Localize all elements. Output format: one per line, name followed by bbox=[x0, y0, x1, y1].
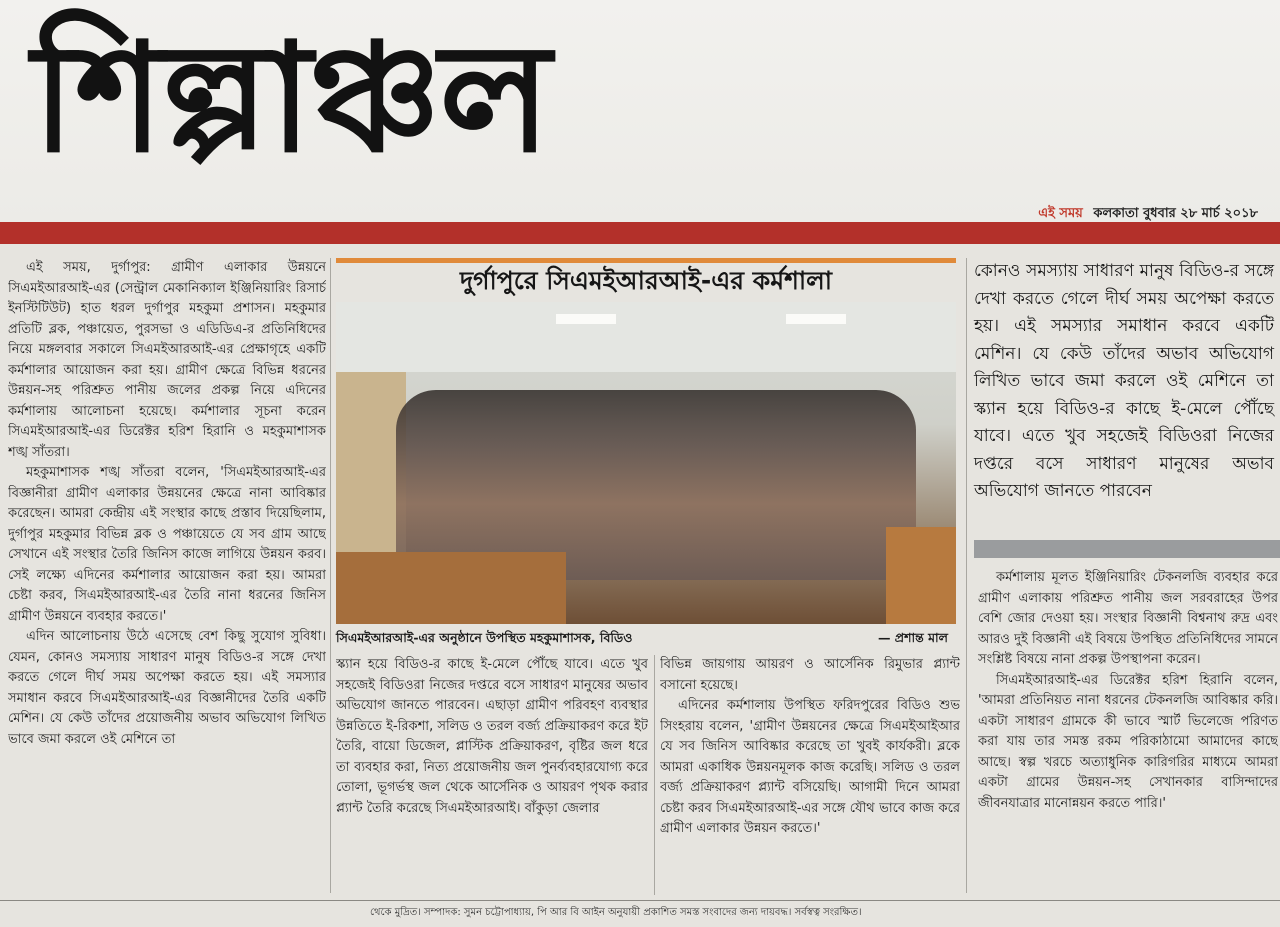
imprint-text: থেকে মুদ্রিত। সম্পাদক: সুমন চট্টোপাধ্যায়, পি আর বি আইন অনুযায়ী প্রকাশিত সমস্ত সংবাদের জন্য দায়বদ্ধ। সর্বস্বত্ব সংরক্ষিত। bbox=[370, 907, 862, 918]
article-paragraph: কর্মশালায় মূলত ইঞ্জিনিয়ারিং টেকনলজি ব্যবহার করে গ্রামীণ এলাকায় পরিশ্রুত পানীয় জল সরবরাহের উপর বেশি জোর দেওয়া হয়। সংস্থার বিজ্ঞানী বিশ্বনাথ রুদ্র এবং আরও দুই বিজ্ঞানী এই বিষয়ে উপস্থিত প্রতিনিধিদের সামনে সংশ্লিষ্ট বিষয়ে নানা প্রকল্প উপস্থাপনা করেন। bbox=[978, 570, 1278, 667]
dateline-text: কলকাতা বুধবার ২৮ মার্চ ২০১৮ bbox=[1093, 206, 1258, 221]
photo-caption-text: সিএমইআরআই-এর অনুষ্ঠানে উপস্থিত মহকুমাশাসক, বিডিও bbox=[336, 630, 633, 645]
photo-ceiling-light bbox=[556, 314, 616, 324]
article-mid-column-2 bbox=[660, 655, 960, 895]
column-divider bbox=[330, 258, 331, 893]
photo-caption bbox=[336, 628, 956, 648]
article-paragraph: বিভিন্ন জায়গায় আয়রণ ও আর্সেনিক রিমুভার প্ল্যান্ট বসানো হয়েছে। bbox=[660, 657, 960, 693]
photo-ceiling-light bbox=[786, 314, 846, 324]
article-paragraph: মহকুমাশাসক শঙ্খ সাঁতরা বলেন, 'সিএমইআরআই-এর বিজ্ঞানীরা গ্রামীণ এলাকার উন্নয়নের ক্ষেত্রে নানা আবিষ্কার করেছেন। আমরা কেন্দ্রীয় এই সংস্থার কাছে প্রস্তাব দিয়েছিলাম, দুর্গাপুর মহকুমার বিভিন্ন ব্লক ও পঞ্চায়েতে যে সব গ্রাম আছে সেখানে এই সংস্থার তৈরি জিনিস কাজে লাগিয়ে উন্নয়ন করব। সেই লক্ষ্যে এদিনের কর্মশালার আয়োজন করা হয়। আমরা চেষ্টা করব, সিএমইআরআই-এর তৈরি নানা ধরনের জিনিস গ্রামীণ উন্নয়নে ব্যবহার করতে।' bbox=[8, 465, 326, 624]
article-left-column bbox=[8, 258, 326, 893]
photo-ceiling bbox=[336, 302, 956, 372]
article-paragraph: এদিনের কর্মশালায় উপস্থিত ফরিদপুরের বিডিও শুভ সিংহরায় বলেন, 'গ্রামীণ উন্নয়নের ক্ষেত্রে সিএমইআইআর যে সব জিনিস আবিষ্কার করেছে তা খুবই কার্যকরী। ব্লকে আমরা একাধিক উন্নয়নমূলক কাজ করেছি। সলিড ও তরল বর্জ্য প্রক্রিয়াকরণ প্ল্যান্ট বসিয়েছি। আগামী দিনে আমরা চেষ্টা করব সিএমইআরআই-এর সঙ্গে যৌথ ভাবে কাজ করে গ্রামীণ এলাকার উন্নয়ন করতে।' bbox=[660, 698, 960, 836]
article-mid-column-1 bbox=[336, 655, 648, 895]
pull-quote: কোনও সমস্যায় সাধারণ মানুষ বিডিও-র সঙ্গে দেখা করতে গেলে দীর্ঘ সময় অপেক্ষা করতে হয়। এই সমস্যার সমাধান করবে একটি মেশিন। যে কেউ তাঁদের অভাব অভিযোগ লিখিত ভাবে জমা করলে ওই মেশিনে তা স্ক্যান হয়ে বিডিও-র কাছে ই-মেলে পৌঁছে যাবে। এতে খুব সহজেই বিডিওরা নিজের দপ্তরে বসে সাধারণ মানুষের অভাব অভিযোগ জানতে পারবেন bbox=[974, 261, 1274, 501]
photo-table bbox=[886, 527, 956, 624]
imprint-footer bbox=[0, 900, 1280, 927]
pull-quote-bar bbox=[974, 540, 1280, 558]
column-divider bbox=[654, 655, 655, 895]
photo-credit: — প্রশান্ত মাল bbox=[877, 630, 948, 645]
section-rule bbox=[0, 222, 1280, 244]
article-paragraph: এই সময়, দুর্গাপুর: গ্রামীণ এলাকার উন্নয়নে সিএমইআরআই-এর (সেন্ট্রাল মেকানিক্যাল ইঞ্জিনিয়ারিং রিসার্চ ইনস্টিটিউট) হাত ধরল দুর্গাপুর মহকুমা প্রশাসন। মহকুমার প্রতিটি ব্লক, পঞ্চায়েত, পুরসভা ও এডিডিএ-র প্রতিনিধিদের নিয়ে মঙ্গলবার সকালে সিএমইআরআই-এর প্রেক্ষাগৃহে একটি কর্মশালার আয়োজন করা হয়। গ্রামীণ ক্ষেত্রে বিভিন্ন ধরনের উন্নয়ন-সহ পরিশ্রুত পানীয় জলের প্রকল্প নিয়ে এদিনের কর্মশালায় আলোচনা হয়েছে। কর্মশালার সূচনা করেন সিএমইআরআই-এর ডিরেক্টর হরিশ হিরানি ও মহকুমাশাসক শঙ্খ সাঁতরা। bbox=[8, 260, 326, 460]
photo-table bbox=[336, 552, 566, 624]
column-divider bbox=[966, 258, 967, 893]
masthead bbox=[0, 0, 1280, 222]
article-right-column bbox=[978, 568, 1278, 895]
article-paragraph: সিএমইআরআই-এর ডিরেক্টর হরিশ হিরানি বলেন, 'আমরা প্রতিনিয়ত নানা ধরনের টেকনলজি আবিষ্কার করি। একটা সাধারণ গ্রামকে কী ভাবে স্মার্ট ভিলেজে পরিণত করা যায় তার সমস্ত রকম পরিকাঠামো আমাদের কাছে আছে। স্বল্প খরচে অত্যাধুনিক কারিগরির মাধ্যমে আমরা একটা গ্রামের উন্নয়ন-সহ সেখানকার বাসিন্দাদের জীবনযাত্রার মানোন্নয়ন করতে পারি।' bbox=[978, 672, 1278, 811]
article-headline: দুর্গাপুরে সিএমইআরআই-এর কর্মশালা bbox=[459, 266, 833, 295]
headline-accent-bar bbox=[336, 258, 956, 263]
dateline-brand: এই সময় bbox=[1038, 206, 1083, 221]
article-paragraph: এদিন আলোচনায় উঠে এসেছে বেশ কিছু সুযোগ সুবিধা। যেমন, কোনও সমস্যায় সাধারণ মানুষ বিডিও-র সঙ্গে দেখা করতে গেলে দীর্ঘ সময় অপেক্ষা করতে হয়। এই সমস্যার সমাধান করবে সিএমইআরআই-এর বিজ্ঞানীদের তৈরি একটি মেশিন। যে কেউ তাঁদের প্রয়োজনীয় অভাব অভিযোগ লিখিত ভাবে জমা করলে ওই মেশিনে তা bbox=[8, 629, 326, 747]
article-paragraph: স্ক্যান হয়ে বিডিও-র কাছে ই-মেলে পৌঁছে যাবে। এতে খুব সহজেই বিডিওরা নিজের দপ্তরে বসে সাধারণ মানুষের অভাব অভিযোগ জানতে পারবেন। এছাড়া গ্রামীণ পরিবহণ ব্যবস্থার উন্নতিতে ই-রিকশা, সলিড ও তরল বর্জ্য প্রক্রিয়াকরণ করে ইট তৈরি, বায়ো ডিজেল, প্লাস্টিক প্রক্রিয়াকরণ, বৃষ্টির জল ধরে তা ব্যবহার করা, নিত্য প্রয়োজনীয় জল পুনর্ব্যবহারযোগ্য করে তোলা, ভূগর্ভস্থ জল থেকে আর্সেনিক ও আয়রণ পৃথক করার প্ল্যান্ট তৈরি করেছে সিএমইআরআই। বাঁকুড়া জেলার bbox=[336, 657, 648, 816]
masthead-title: শিল্পাঞ্চল bbox=[32, 12, 550, 186]
group-photo bbox=[336, 302, 956, 624]
